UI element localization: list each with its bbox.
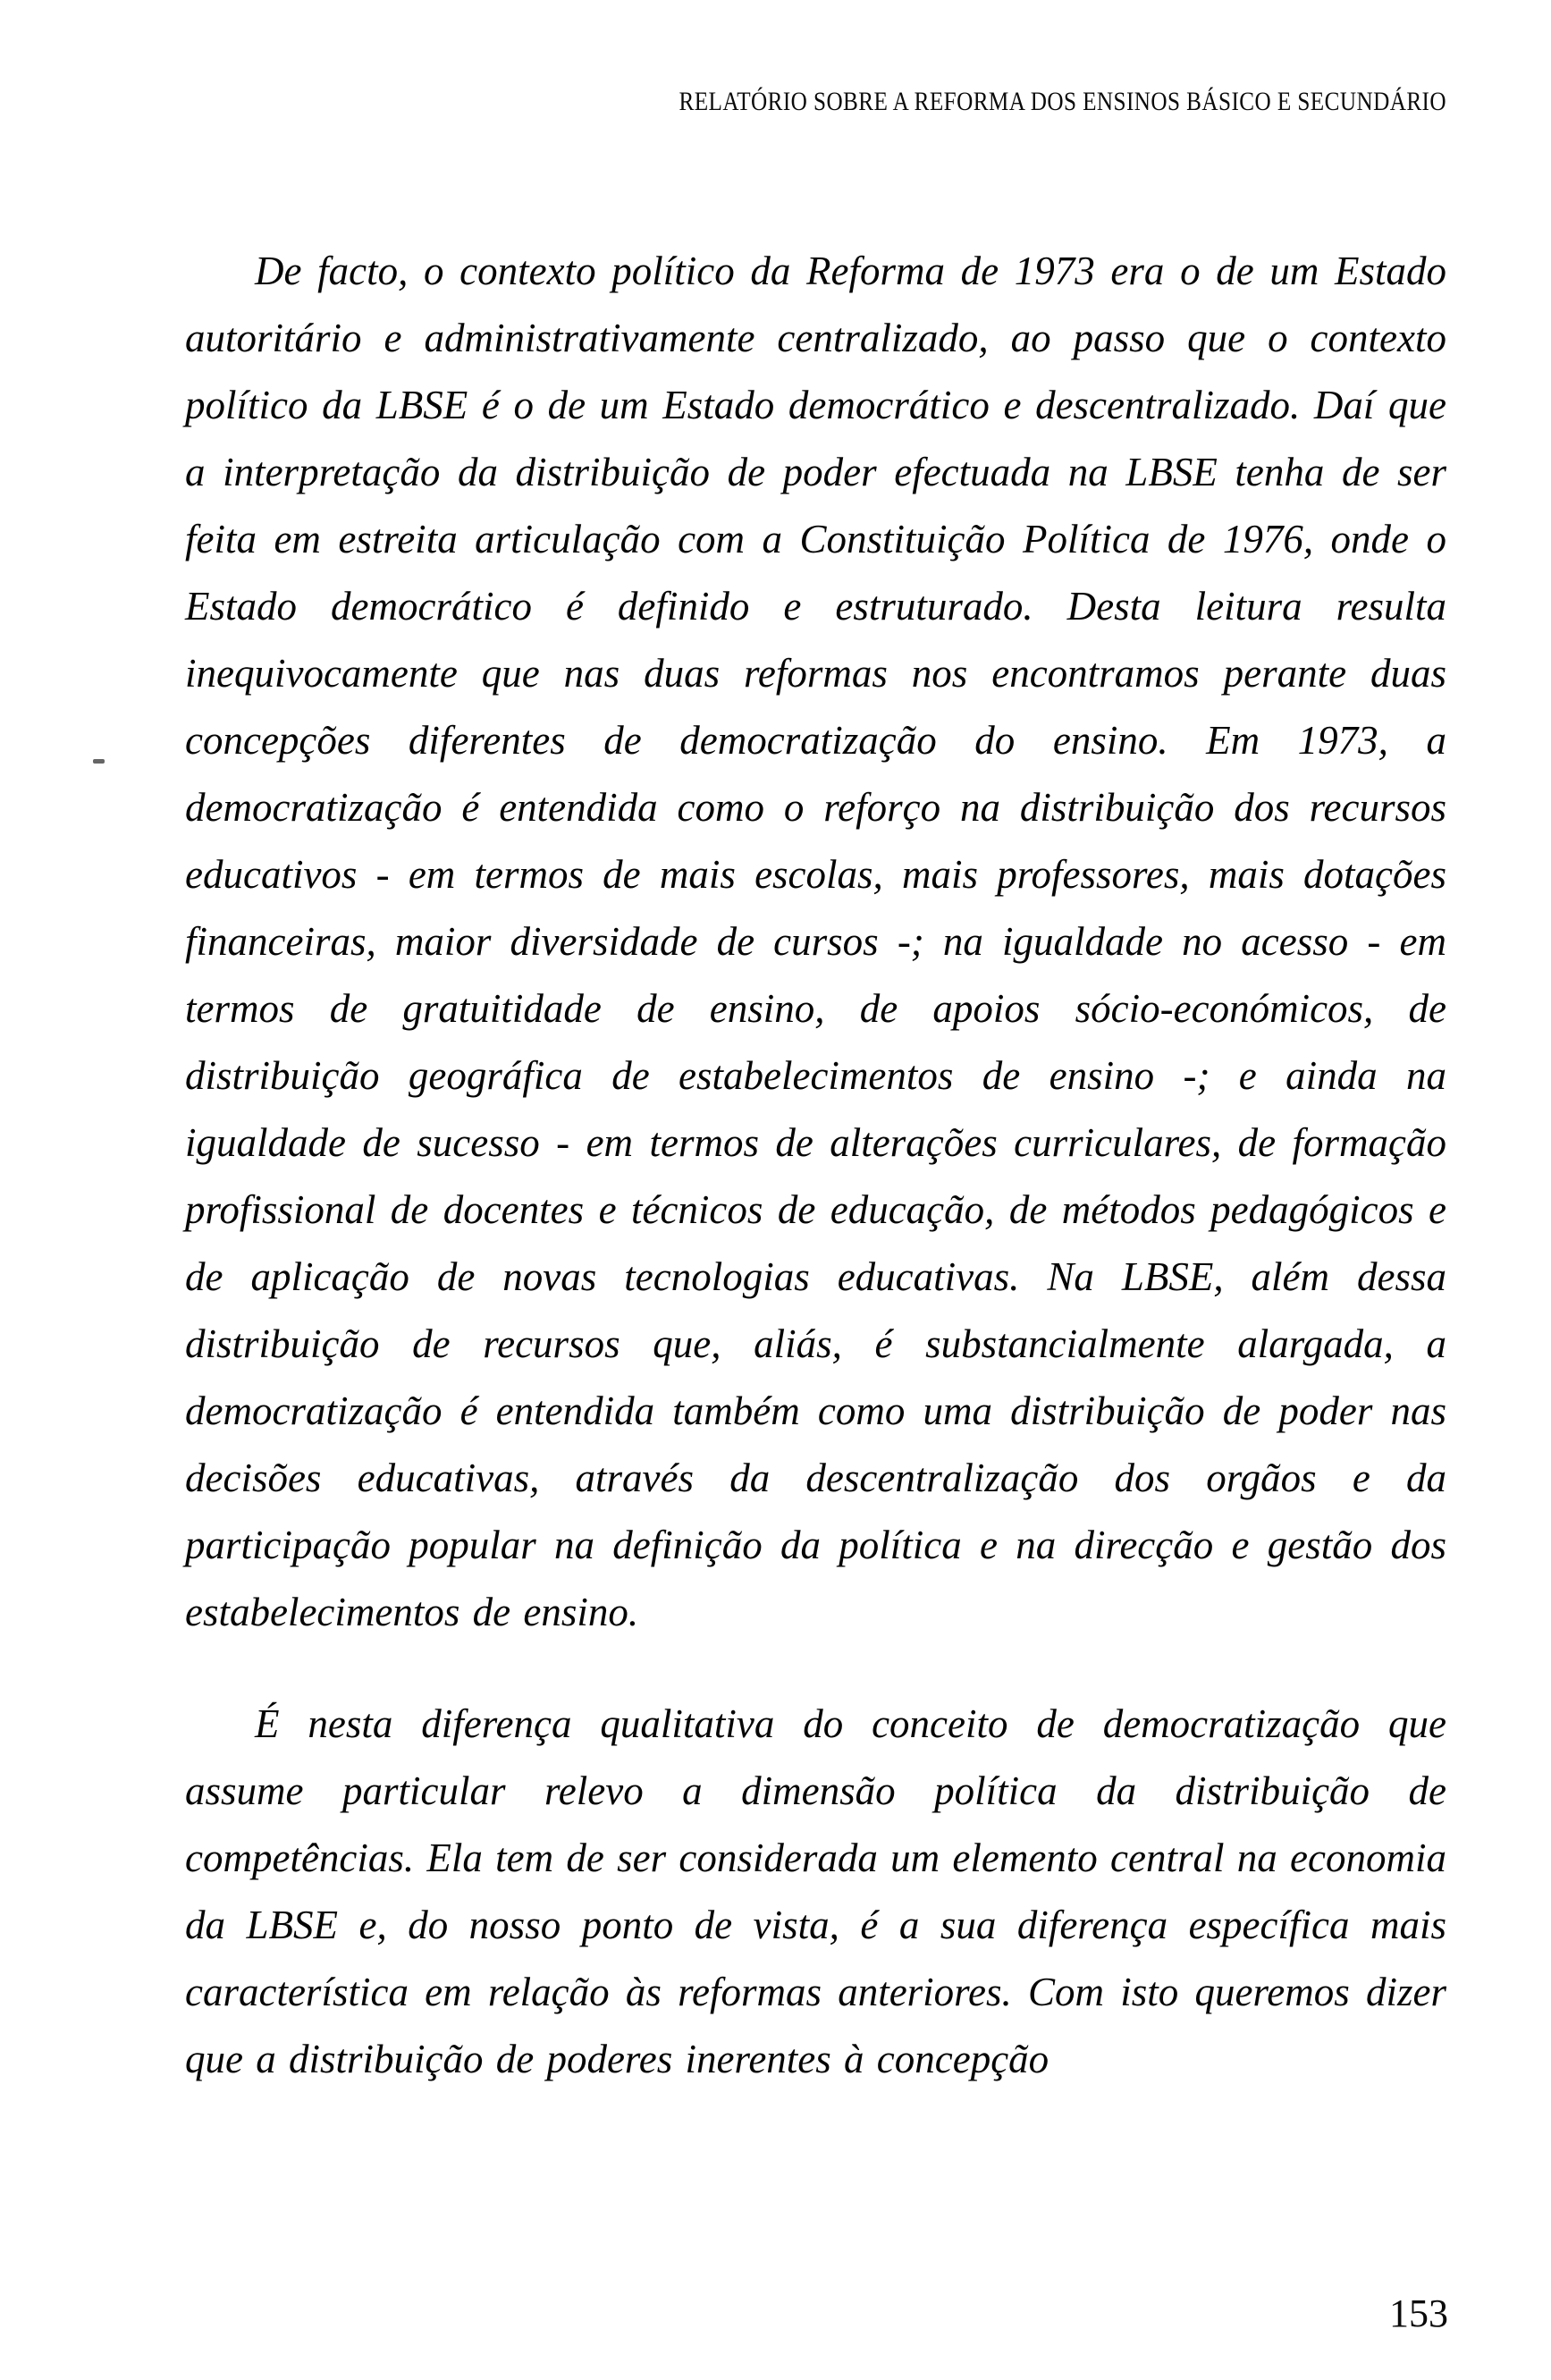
- scan-artifact-mark: [93, 759, 105, 764]
- running-header: RELATÓRIO SOBRE A REFORMA DOS ENSINOS BÁSICO E SECUNDÁRIO: [679, 87, 1446, 116]
- paragraph-1: De facto, o contexto político da Reforma de 1973 era o de um Estado autoritário e administrativamente centralizado, ao passo que o contexto político da LBSE é o de um Estado democrático e descentralizado. Daí que a interpretação da distribuição de poder efectuada na LBSE tenha de ser feita em estreita articulação com a Constituição Política de 1976, onde o Estado democrático é definido e estruturado. Desta leitura resulta inequivocamente que nas duas reformas nos encontramos perante duas concepções diferentes de democratização do ensino. Em 1973, a democratização é entendida como o reforço na distribuição dos recursos educativos - em termos de mais escolas, mais professores, mais dotações financeiras, maior diversidade de cursos -; na igualdade no acesso - em termos de gratuitidade de ensino, de apoios sócio-económicos, de distribuição geográfica de estabelecimentos de ensino -; e ainda na igualdade de sucesso - em termos de alterações curriculares, de formação profissional de docentes e técnicos de educação, de métodos pedagógicos e de aplicação de novas tecnologias educativas. Na LBSE, além dessa distribuição de recursos que, aliás, é substancialmente alargada, a democratização é entendida também como uma distribuição de poder nas decisões educativas, através da descentralização dos orgãos e da participação popular na definição da política e na direcção e gestão dos estabelecimentos de ensino.: [185, 249, 1446, 1634]
- page-number: 153: [1389, 2291, 1448, 2335]
- body-text: [185, 238, 1446, 2093]
- paragraph-2: É nesta diferença qualitativa do conceito de democratização que assume particular relevo a dimensão política da distribuição de competências. Ela tem de ser considerada um elemento central na economia da LBSE e, do nosso ponto de vista, é a sua diferença específica mais característica em relação às reformas anteriores. Com isto queremos dizer que a distribuição de poderes inerentes à concepção: [185, 1701, 1446, 2081]
